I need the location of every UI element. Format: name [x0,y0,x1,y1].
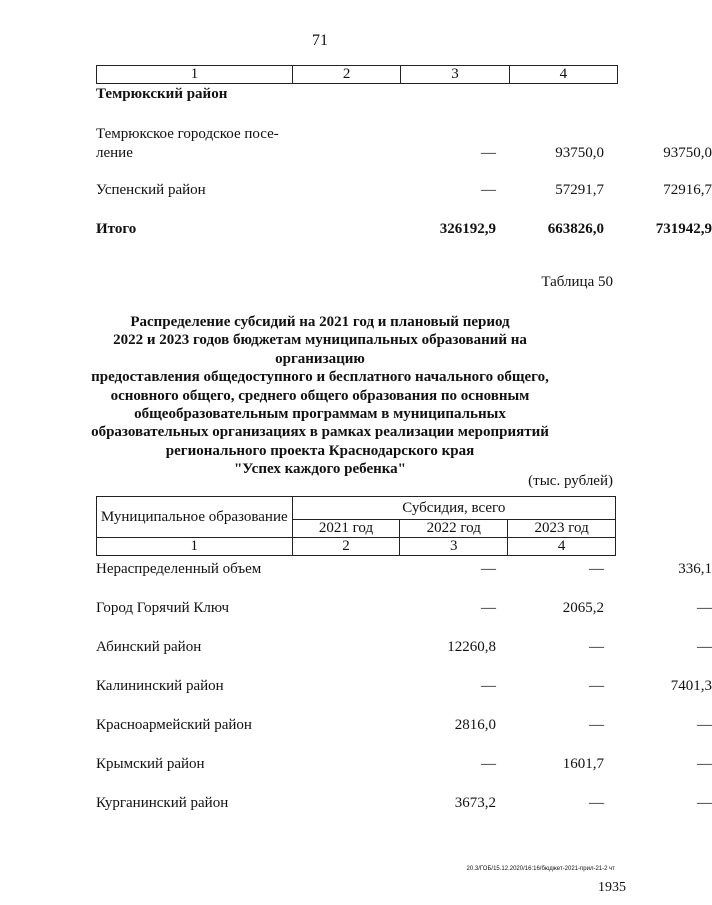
row-name: Абинский район [96,639,202,655]
row-value-2022: — [589,795,604,811]
row-value-2022: 93750,0 [555,145,604,161]
row-value-2021: 3673,2 [454,795,496,811]
title-line: Распределение субсидий на 2021 год и плановый период [130,314,510,330]
col-number-1: 1 [97,538,293,556]
row-value-2021: — [481,561,496,577]
row-value-2023: — [697,756,712,772]
row-value-2021: — [481,600,496,616]
row-value-2021: — [481,756,496,772]
row-name: Курганинский район [96,795,229,811]
row-value-2022: 1601,7 [562,756,604,772]
col-number-4: 4 [559,66,568,82]
title-line: предоставления общедоступного и бесплатного начального общего, [91,369,549,386]
row-value-2023: — [697,600,712,616]
row-value-2023: — [697,795,712,811]
row-value-2022: — [589,561,604,577]
page-number: 71 [312,32,328,49]
col-number-2: 2 [292,538,400,556]
row-value-2023: 336,1 [678,561,712,577]
row-name: Темрюкское городское посе- [96,126,279,142]
row-value-2021: — [481,145,496,161]
row-name: Успенский район [96,182,206,198]
row-name: Нераспределенный объем [96,561,262,577]
col-number-3: 3 [400,538,508,556]
row-value-2022: — [589,639,604,655]
row-value-2021: — [481,678,496,694]
title-line: "Успех каждого ребенка" [233,461,407,478]
row-name-cont: ление [96,145,133,161]
footer-document-code: 20.3/ГОБ/15.12.2020/16:16/бюджет-2021-прил-21-2 чт [466,866,615,872]
row-value-2023: 72916,7 [663,182,712,198]
col-number-3: 3 [401,66,509,83]
col-number-4: 4 [508,538,616,556]
title-line: 2022 и 2023 годов бюджетам муниципальных образований на организацию [113,332,527,367]
title-line: образовательных организациях в рамках реализации мероприятий [91,424,549,441]
row-value-2023: 7401,3 [670,678,712,694]
title-line: регионального проекта Краснодарского края [165,442,475,459]
table50-header [96,496,616,556]
row-value-2022: — [589,717,604,733]
top-table-column-numbers [96,65,618,84]
row-value-2022: 57291,7 [555,182,604,198]
header-year-2021: 2021 год [292,520,400,538]
row-name: Крымский район [96,756,205,772]
footer-page-number: 1935 [598,880,626,895]
total-2022: 663826,0 [547,221,604,237]
header-municipality: Муниципальное образование [97,497,293,538]
row-value-2023: — [697,639,712,655]
row-value-2023: 93750,0 [663,145,712,161]
col-number-1: 1 [97,66,293,83]
row-name: Красноармейский район [96,717,252,733]
total-2021: 326192,9 [439,221,496,237]
row-name: Город Горячий Ключ [96,600,230,616]
row-value-2021: 12260,8 [447,639,496,655]
total-2023: 731942,9 [655,221,712,237]
table-label: Таблица 50 [541,274,613,290]
units-label: (тыс. рублей) [528,473,613,489]
row-value-2023: — [697,717,712,733]
group-header: Темрюкский район [96,86,228,102]
header-year-2022: 2022 год [400,520,508,538]
table-title [80,313,560,479]
col-number-2: 2 [293,66,401,83]
row-name: Калининский район [96,678,224,694]
row-value-2022: — [589,678,604,694]
header-year-2023: 2023 год [508,520,616,538]
title-line: основного общего, среднего общего образования по основным [110,387,530,404]
row-value-2022: 2065,2 [562,600,604,616]
row-value-2021: — [481,182,496,198]
title-line: общеобразовательным программам в муниципальных [134,406,506,423]
total-label: Итого [96,221,137,237]
row-value-2021: 2816,0 [454,717,496,733]
header-subsidy: Субсидия, всего [292,497,615,520]
